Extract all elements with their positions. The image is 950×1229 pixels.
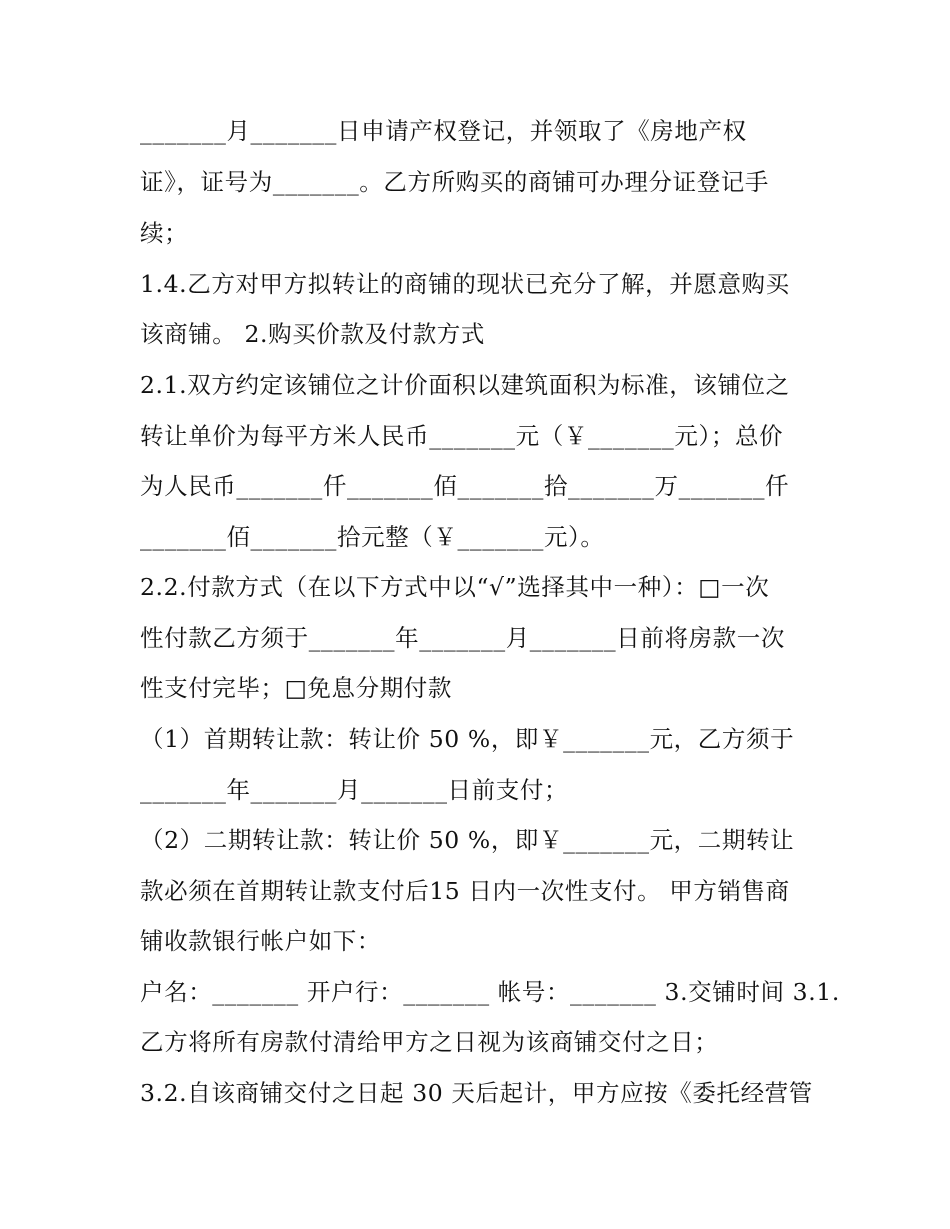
text-line: 3.2.自该商铺交付之日起 30 天后起计，甲方应按《委托经营管 — [140, 1079, 813, 1107]
text-line: 乙方将所有房款付清给甲方之日视为该商铺交付之日； — [140, 1028, 719, 1056]
text-line: 性付款乙方须于_______年_______月_______日前将房款一次 — [140, 624, 785, 652]
text-line: 续； — [140, 219, 189, 247]
text-line: （2）二期转让款：转让价 50 %，即￥_______元，二期转让 — [140, 826, 795, 854]
text-line: 为人民币_______仟_______佰_______拾_______万_______仟 — [140, 472, 790, 500]
text-line: 转让单价为每平方米人民币_______元（￥_______元）；总价 — [140, 422, 784, 450]
text-line: 证》，证号为_______。乙方所购买的商铺可办理分证登记手 — [140, 168, 769, 196]
text-line: 该商铺。 2.购买价款及付款方式 — [140, 320, 485, 348]
text-line: 2.1.双方约定该铺位之计价面积以建筑面积为标准，该铺位之 — [140, 371, 790, 399]
text-line: _______年_______月_______日前支付； — [140, 776, 569, 804]
text-line: （1）首期转让款：转让价 50 %，即￥_______元，乙方须于 — [140, 725, 795, 753]
text-line: 1.4.乙方对甲方拟转让的商铺的现状已充分了解，并愿意购买 — [140, 270, 790, 298]
text-line: _______佰_______拾元整（￥_______元）。 — [140, 523, 605, 551]
text-line: 户名：_______ 开户行：_______ 帐号：_______ 3.交铺时间 3.1. — [140, 978, 840, 1006]
text-line: 款必须在首期转让款支付后15 日内一次性支付。 甲方销售商 — [140, 877, 790, 905]
text-line: 2.2.付款方式（在以下方式中以“√”选择其中一种）：□一次 — [140, 573, 770, 601]
text-line: _______月_______日申请产权登记，并领取了《房地产权 — [140, 117, 747, 145]
text-line: 铺收款银行帐户如下： — [140, 927, 381, 955]
text-line: 性支付完毕；□免息分期付款 — [140, 674, 453, 702]
